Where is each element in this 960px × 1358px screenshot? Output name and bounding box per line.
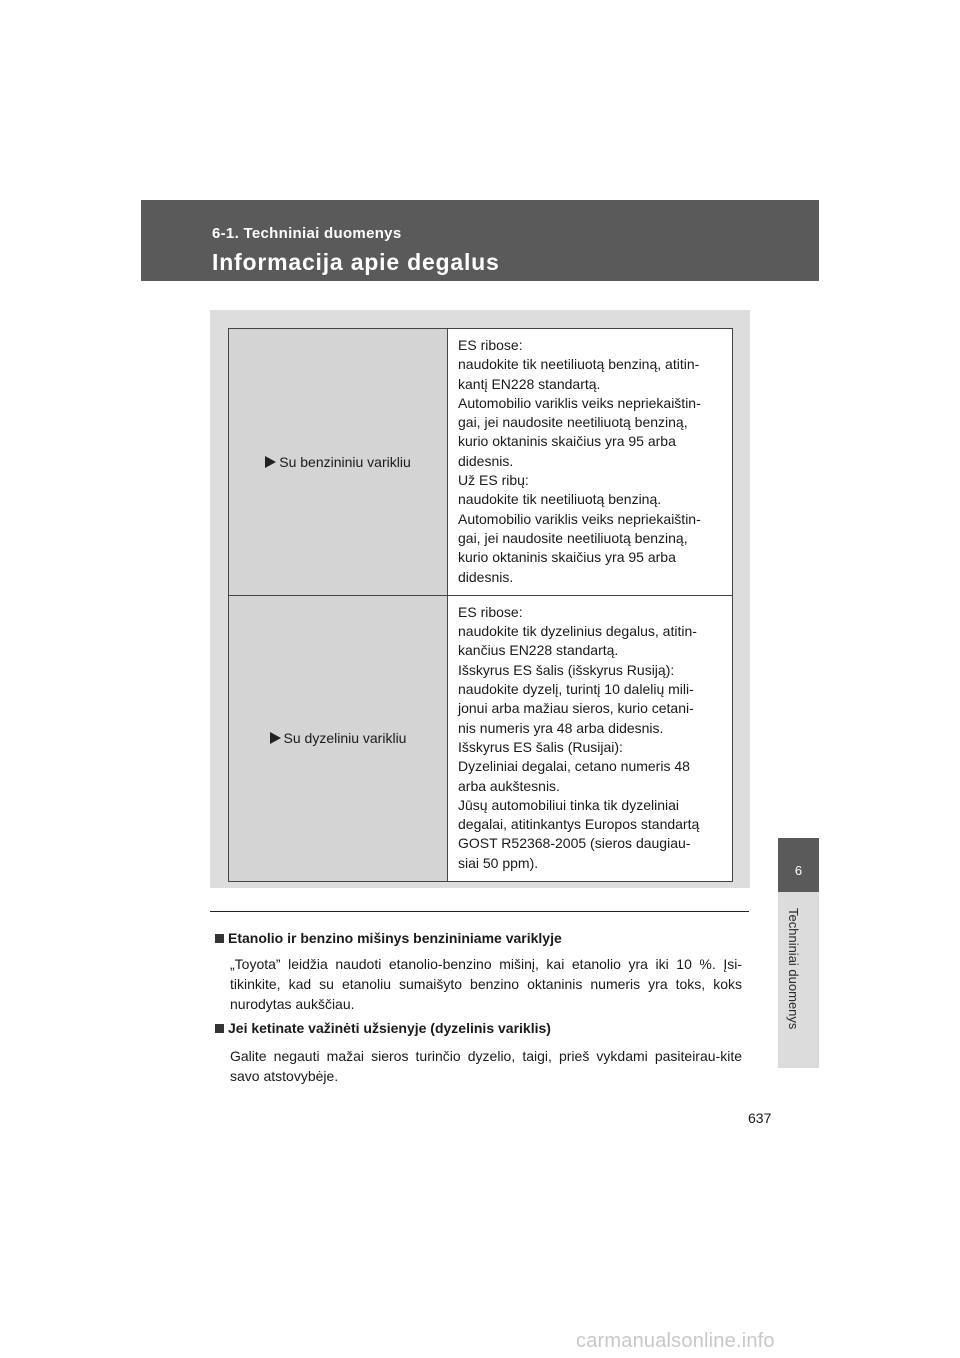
value-line: kantį EN228 standartą.: [458, 375, 601, 392]
table-row: [229, 595, 733, 881]
fuel-spec-table: [228, 328, 733, 882]
row-value-cell: [448, 595, 733, 881]
value-line: nis numeris yra 48 arba didesnis.: [458, 719, 664, 736]
note-heading-text: Jei ketinate važinėti užsienyje (dyzelinis variklis): [228, 1020, 551, 1036]
value-line: Išskyrus ES šalis (Rusijai):: [458, 738, 623, 755]
value-line: kančius EN228 standartą.: [458, 642, 619, 659]
value-line: arba aukštesnis.: [458, 777, 560, 794]
value-line: Dyzeliniai degalai, cetano numeris 48: [458, 758, 690, 775]
triangle-right-icon: [265, 456, 276, 468]
square-bullet-icon: [215, 1024, 224, 1033]
value-line: naudokite tik neetiliuotą benziną, atitin-: [458, 356, 700, 373]
table-row: [229, 329, 733, 596]
value-line: Jūsų automobiliui tinka tik dyzeliniai: [458, 796, 679, 813]
value-line: Automobilio variklis veiks nepriekaištin-: [458, 510, 701, 527]
note-body: „Toyota” leidžia naudoti etanolio-benzino mišinį, kai etanolio yra iki 10 %. Įsi-tikinkite, kad su etanoliu sumaišyto benzino oktaninis numeris yra toks, koks nurodytas aukščiau.: [230, 956, 742, 1012]
value-line: kurio oktaninis skaičius yra 95 arba: [458, 433, 676, 450]
value-line: ES ribose:: [458, 603, 523, 620]
note-heading: [215, 1020, 551, 1036]
value-line: didesnis.: [458, 568, 514, 585]
value-line: GOST R52368-2005 (sieros daugiau-: [458, 835, 691, 852]
value-line: gai, jei naudosite neetiliuotą benziną,: [458, 414, 688, 431]
value-line: naudokite tik neetiliuotą benziną.: [458, 491, 662, 508]
row-label: Su benzininiu varikliu: [279, 453, 411, 470]
value-line: didesnis.: [458, 452, 514, 469]
row-label-cell: [229, 329, 448, 596]
value-line: Už ES ribų:: [458, 472, 529, 489]
square-bullet-icon: [215, 934, 224, 943]
side-tab-number: 6: [778, 838, 819, 892]
value-line: Automobilio variklis veiks nepriekaištin-: [458, 394, 701, 411]
page-number: 637: [748, 1110, 772, 1126]
value-line: Išskyrus ES šalis (išskyrus Rusiją):: [458, 661, 675, 678]
value-line: naudokite tik dyzelinius degalus, atitin-: [458, 623, 697, 640]
header-band: [141, 200, 819, 281]
row-value-cell: [448, 329, 733, 596]
triangle-right-icon: [270, 732, 281, 744]
watermark: carmanualsonline.info: [576, 1330, 775, 1352]
value-line: gai, jei naudosite neetiliuotą benziną,: [458, 529, 688, 546]
section-label: 6-1. Techniniai duomenys: [212, 225, 402, 242]
note-body: Galite negauti mažai sieros turinčio dyzelio, taigi, prieš vykdami pasiteirau-kite savo atstovybėje.: [230, 1048, 742, 1084]
side-tab-label: Techniniai duomenys: [786, 908, 801, 1030]
value-line: kurio oktaninis skaičius yra 95 arba: [458, 549, 676, 566]
value-line: jonui arba mažiau sieros, kurio cetani-: [458, 700, 694, 717]
row-label-cell: [229, 595, 448, 881]
note-heading-text: Etanolio ir benzino mišinys benzininiame variklyje: [228, 930, 562, 946]
value-line: ES ribose:: [458, 337, 523, 353]
page-title: Informacija apie degalus: [212, 249, 500, 275]
value-line: degalai, atitinkantys Europos standartą: [458, 816, 700, 833]
note-heading: [215, 930, 562, 946]
value-line: siai 50 ppm).: [458, 854, 539, 871]
section-divider: [210, 911, 749, 912]
value-line: naudokite dyzelį, turintį 10 dalelių mili-: [458, 681, 694, 698]
row-label: Su dyzeliniu varikliu: [283, 730, 407, 747]
